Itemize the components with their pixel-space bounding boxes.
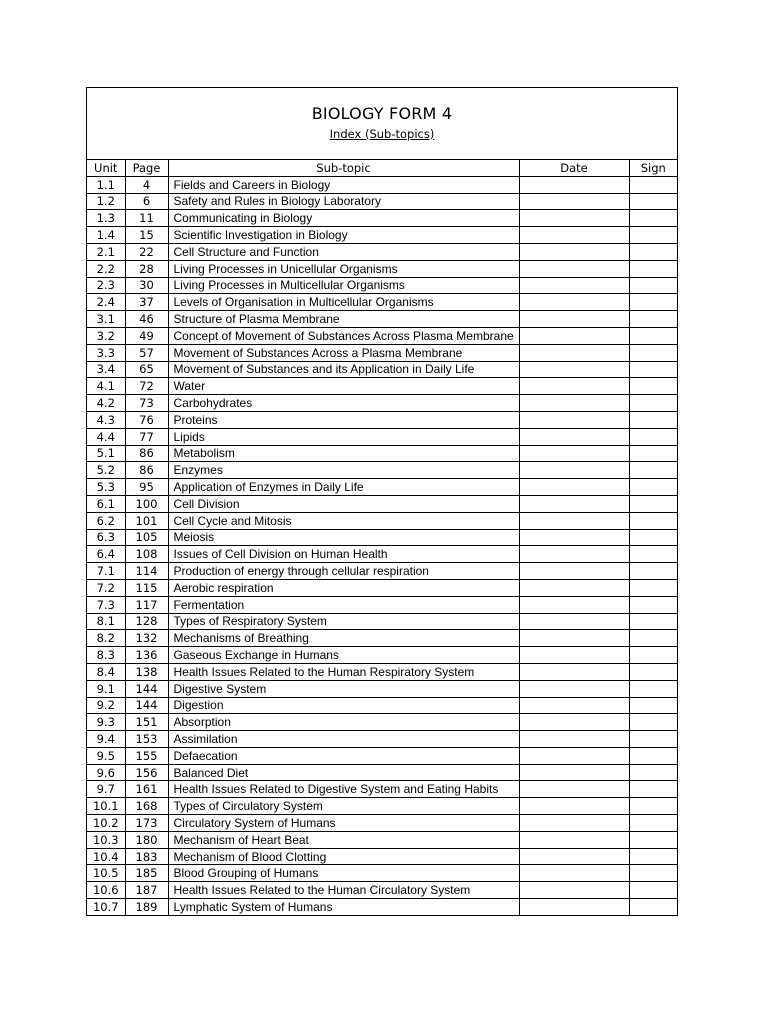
page-cell: 6 (125, 193, 168, 210)
page-cell: 30 (125, 277, 168, 294)
sub-topic-cell: Concept of Movement of Substances Across Plasma Membrane (168, 327, 519, 344)
unit-cell: 8.2 (87, 630, 125, 647)
page-cell: 183 (125, 848, 168, 865)
page-cell: 136 (125, 647, 168, 664)
table-row (87, 495, 677, 512)
date-cell (519, 445, 629, 462)
date-cell (519, 277, 629, 294)
sub-topic-cell: Movement of Substances Across a Plasma Membrane (168, 344, 519, 361)
date-cell (519, 647, 629, 664)
table-row (87, 747, 677, 764)
unit-cell: 10.1 (87, 798, 125, 815)
page-cell: 49 (125, 327, 168, 344)
sub-topic-cell: Application of Enzymes in Daily Life (168, 479, 519, 496)
unit-cell: 1.2 (87, 193, 125, 210)
table-row (87, 294, 677, 311)
unit-cell: 3.4 (87, 361, 125, 378)
page-cell: 153 (125, 731, 168, 748)
sign-cell (629, 764, 677, 781)
sub-topic-cell: Mechanism of Heart Beat (168, 831, 519, 848)
sub-topic-cell: Fermentation (168, 596, 519, 613)
date-cell (519, 764, 629, 781)
page-cell: 114 (125, 563, 168, 580)
unit-cell: 10.2 (87, 815, 125, 832)
unit-cell: 9.2 (87, 697, 125, 714)
sign-cell (629, 311, 677, 328)
sign-cell (629, 546, 677, 563)
sign-cell (629, 361, 677, 378)
page-cell: 117 (125, 596, 168, 613)
table-row (87, 512, 677, 529)
table-row (87, 798, 677, 815)
sign-cell (629, 428, 677, 445)
unit-cell: 1.1 (87, 176, 125, 193)
sub-topic-cell: Gaseous Exchange in Humans (168, 647, 519, 664)
date-cell (519, 781, 629, 798)
sign-cell (629, 714, 677, 731)
page-cell: 138 (125, 663, 168, 680)
unit-cell: 6.1 (87, 495, 125, 512)
unit-cell: 5.1 (87, 445, 125, 462)
date-cell (519, 495, 629, 512)
unit-cell: 5.3 (87, 479, 125, 496)
sign-cell (629, 579, 677, 596)
column-header-date: Date (519, 160, 629, 177)
sub-topic-cell: Defaecation (168, 747, 519, 764)
table-row (87, 210, 677, 227)
date-cell (519, 798, 629, 815)
unit-cell: 2.1 (87, 243, 125, 260)
page-cell: 95 (125, 479, 168, 496)
sub-topic-cell: Fields and Careers in Biology (168, 176, 519, 193)
page-cell: 161 (125, 781, 168, 798)
sub-topic-cell: Movement of Substances and its Application in Daily Life (168, 361, 519, 378)
date-cell (519, 227, 629, 244)
sub-topic-cell: Enzymes (168, 462, 519, 479)
unit-cell: 9.5 (87, 747, 125, 764)
unit-cell: 7.2 (87, 579, 125, 596)
date-cell (519, 294, 629, 311)
table-row (87, 831, 677, 848)
sign-cell (629, 613, 677, 630)
sign-cell (629, 445, 677, 462)
sub-topic-cell: Production of energy through cellular respiration (168, 563, 519, 580)
table-row (87, 462, 677, 479)
date-cell (519, 831, 629, 848)
page-cell: 187 (125, 882, 168, 899)
sub-topic-cell: Cell Division (168, 495, 519, 512)
date-cell (519, 311, 629, 328)
date-cell (519, 815, 629, 832)
sign-cell (629, 411, 677, 428)
page-cell: 155 (125, 747, 168, 764)
sign-cell (629, 294, 677, 311)
date-cell (519, 395, 629, 412)
sub-topic-cell: Blood Grouping of Humans (168, 865, 519, 882)
unit-cell: 3.2 (87, 327, 125, 344)
page-cell: 77 (125, 428, 168, 445)
date-cell (519, 411, 629, 428)
unit-cell: 10.5 (87, 865, 125, 882)
sub-topic-cell: Scientific Investigation in Biology (168, 227, 519, 244)
sub-topic-cell: Aerobic respiration (168, 579, 519, 596)
column-header-page: Page (125, 160, 168, 177)
page-cell: 15 (125, 227, 168, 244)
table-row (87, 764, 677, 781)
date-cell (519, 546, 629, 563)
table-row (87, 193, 677, 210)
date-cell (519, 344, 629, 361)
sign-cell (629, 798, 677, 815)
column-header-sign: Sign (629, 160, 677, 177)
page-cell: 144 (125, 680, 168, 697)
table-row (87, 361, 677, 378)
table-row (87, 445, 677, 462)
page-cell: 22 (125, 243, 168, 260)
table-row (87, 563, 677, 580)
page-cell: 132 (125, 630, 168, 647)
table-row (87, 899, 677, 915)
unit-cell: 1.3 (87, 210, 125, 227)
page-cell: 115 (125, 579, 168, 596)
date-cell (519, 210, 629, 227)
date-cell (519, 512, 629, 529)
unit-cell: 10.4 (87, 848, 125, 865)
table-row (87, 344, 677, 361)
table-row (87, 227, 677, 244)
page-cell: 72 (125, 378, 168, 395)
sign-cell (629, 697, 677, 714)
sign-cell (629, 512, 677, 529)
column-header-sub-topic: Sub-topic (168, 160, 519, 177)
table-row (87, 647, 677, 664)
unit-cell: 6.2 (87, 512, 125, 529)
page-cell: 151 (125, 714, 168, 731)
date-cell (519, 428, 629, 445)
sub-topic-cell: Water (168, 378, 519, 395)
sub-topic-cell: Levels of Organisation in Multicellular Organisms (168, 294, 519, 311)
unit-cell: 8.4 (87, 663, 125, 680)
sign-cell (629, 344, 677, 361)
sign-cell (629, 563, 677, 580)
unit-cell: 4.3 (87, 411, 125, 428)
date-cell (519, 327, 629, 344)
unit-cell: 5.2 (87, 462, 125, 479)
sub-topic-cell: Living Processes in Unicellular Organisms (168, 260, 519, 277)
date-cell (519, 882, 629, 899)
table-row (87, 327, 677, 344)
table-row (87, 546, 677, 563)
table-row (87, 630, 677, 647)
unit-cell: 7.3 (87, 596, 125, 613)
unit-cell: 8.3 (87, 647, 125, 664)
table-row (87, 596, 677, 613)
table-row (87, 781, 677, 798)
sign-cell (629, 596, 677, 613)
sub-topic-cell: Lymphatic System of Humans (168, 899, 519, 915)
sign-cell (629, 395, 677, 412)
table-row (87, 882, 677, 899)
sub-topic-cell: Circulatory System of Humans (168, 815, 519, 832)
sign-cell (629, 781, 677, 798)
unit-cell: 1.4 (87, 227, 125, 244)
page-cell: 108 (125, 546, 168, 563)
sign-cell (629, 495, 677, 512)
unit-cell: 10.7 (87, 899, 125, 915)
table-row (87, 613, 677, 630)
table-row (87, 378, 677, 395)
sign-cell (629, 243, 677, 260)
sub-topic-cell: Types of Circulatory System (168, 798, 519, 815)
date-cell (519, 663, 629, 680)
sub-topic-cell: Health Issues Related to the Human Circulatory System (168, 882, 519, 899)
page-title: BIOLOGY FORM 4 (311, 104, 453, 123)
date-cell (519, 747, 629, 764)
sub-topic-cell: Assimilation (168, 731, 519, 748)
sub-topic-cell: Safety and Rules in Biology Laboratory (168, 193, 519, 210)
date-cell (519, 193, 629, 210)
page-subtitle: Index (Sub-topics) (329, 127, 435, 141)
page-cell: 100 (125, 495, 168, 512)
sign-cell (629, 378, 677, 395)
index-sheet (86, 87, 678, 916)
unit-cell: 8.1 (87, 613, 125, 630)
sign-cell (629, 630, 677, 647)
sign-cell (629, 176, 677, 193)
sub-topic-cell: Types of Respiratory System (168, 613, 519, 630)
page-cell: 28 (125, 260, 168, 277)
sign-cell (629, 193, 677, 210)
sub-topic-cell: Cell Cycle and Mitosis (168, 512, 519, 529)
date-cell (519, 731, 629, 748)
date-cell (519, 848, 629, 865)
sign-cell (629, 529, 677, 546)
sub-topic-cell: Health Issues Related to Digestive System and Eating Habits (168, 781, 519, 798)
page-cell: 101 (125, 512, 168, 529)
sign-cell (629, 680, 677, 697)
sub-topic-cell: Carbohydrates (168, 395, 519, 412)
sub-topic-cell: Absorption (168, 714, 519, 731)
unit-cell: 10.3 (87, 831, 125, 848)
table-row (87, 260, 677, 277)
date-cell (519, 563, 629, 580)
page-cell: 128 (125, 613, 168, 630)
sign-cell (629, 831, 677, 848)
sign-cell (629, 882, 677, 899)
sub-topic-cell: Meiosis (168, 529, 519, 546)
date-cell (519, 596, 629, 613)
sub-topic-cell: Lipids (168, 428, 519, 445)
sign-cell (629, 747, 677, 764)
page-cell: 4 (125, 176, 168, 193)
sub-topic-cell: Proteins (168, 411, 519, 428)
table-row (87, 579, 677, 596)
table-body (87, 176, 677, 915)
page-cell: 189 (125, 899, 168, 915)
table-row (87, 848, 677, 865)
sub-topic-cell: Communicating in Biology (168, 210, 519, 227)
page-cell: 11 (125, 210, 168, 227)
date-cell (519, 613, 629, 630)
sign-cell (629, 210, 677, 227)
page-cell: 185 (125, 865, 168, 882)
sign-cell (629, 479, 677, 496)
table-row (87, 529, 677, 546)
date-cell (519, 462, 629, 479)
page-cell: 65 (125, 361, 168, 378)
table-row (87, 176, 677, 193)
column-header-unit: Unit (87, 160, 125, 177)
sign-cell (629, 647, 677, 664)
unit-cell: 4.4 (87, 428, 125, 445)
page-cell: 180 (125, 831, 168, 848)
page-cell: 144 (125, 697, 168, 714)
page-cell: 57 (125, 344, 168, 361)
sign-cell (629, 731, 677, 748)
table-row (87, 697, 677, 714)
unit-cell: 2.3 (87, 277, 125, 294)
page-cell: 46 (125, 311, 168, 328)
page-cell: 156 (125, 764, 168, 781)
sub-topic-cell: Issues of Cell Division on Human Health (168, 546, 519, 563)
page-cell: 168 (125, 798, 168, 815)
date-cell (519, 260, 629, 277)
table-row (87, 865, 677, 882)
date-cell (519, 176, 629, 193)
sign-cell (629, 663, 677, 680)
sign-cell (629, 327, 677, 344)
sign-cell (629, 899, 677, 915)
unit-cell: 6.3 (87, 529, 125, 546)
date-cell (519, 899, 629, 915)
sub-topic-cell: Mechanism of Blood Clotting (168, 848, 519, 865)
date-cell (519, 378, 629, 395)
sign-cell (629, 865, 677, 882)
table-row (87, 714, 677, 731)
table-row (87, 411, 677, 428)
table-row (87, 731, 677, 748)
page-cell: 105 (125, 529, 168, 546)
unit-cell: 3.1 (87, 311, 125, 328)
page-cell: 86 (125, 445, 168, 462)
table-row (87, 277, 677, 294)
date-cell (519, 697, 629, 714)
date-cell (519, 579, 629, 596)
unit-cell: 9.1 (87, 680, 125, 697)
sub-topic-cell: Health Issues Related to the Human Respiratory System (168, 663, 519, 680)
date-cell (519, 361, 629, 378)
sign-cell (629, 848, 677, 865)
unit-cell: 3.3 (87, 344, 125, 361)
unit-cell: 2.2 (87, 260, 125, 277)
unit-cell: 9.4 (87, 731, 125, 748)
sign-cell (629, 227, 677, 244)
sub-topic-cell: Metabolism (168, 445, 519, 462)
unit-cell: 2.4 (87, 294, 125, 311)
index-table (87, 159, 677, 915)
sheet-header (87, 88, 677, 159)
sign-cell (629, 815, 677, 832)
table-header-row (87, 160, 677, 177)
unit-cell: 9.7 (87, 781, 125, 798)
date-cell (519, 243, 629, 260)
date-cell (519, 529, 629, 546)
table-row (87, 243, 677, 260)
sub-topic-cell: Cell Structure and Function (168, 243, 519, 260)
page-cell: 173 (125, 815, 168, 832)
table-row (87, 680, 677, 697)
unit-cell: 4.2 (87, 395, 125, 412)
sub-topic-cell: Structure of Plasma Membrane (168, 311, 519, 328)
unit-cell: 9.6 (87, 764, 125, 781)
sub-topic-cell: Mechanisms of Breathing (168, 630, 519, 647)
table-row (87, 663, 677, 680)
unit-cell: 9.3 (87, 714, 125, 731)
sub-topic-cell: Living Processes in Multicellular Organisms (168, 277, 519, 294)
sub-topic-cell: Digestive System (168, 680, 519, 697)
sub-topic-cell: Balanced Diet (168, 764, 519, 781)
page-cell: 73 (125, 395, 168, 412)
page-cell: 37 (125, 294, 168, 311)
date-cell (519, 479, 629, 496)
unit-cell: 7.1 (87, 563, 125, 580)
table-row (87, 395, 677, 412)
unit-cell: 6.4 (87, 546, 125, 563)
sign-cell (629, 462, 677, 479)
date-cell (519, 714, 629, 731)
date-cell (519, 865, 629, 882)
sign-cell (629, 277, 677, 294)
date-cell (519, 680, 629, 697)
table-row (87, 479, 677, 496)
table-row (87, 311, 677, 328)
sign-cell (629, 260, 677, 277)
sub-topic-cell: Digestion (168, 697, 519, 714)
unit-cell: 10.6 (87, 882, 125, 899)
page-cell: 86 (125, 462, 168, 479)
table-row (87, 428, 677, 445)
unit-cell: 4.1 (87, 378, 125, 395)
table-row (87, 815, 677, 832)
page-cell: 76 (125, 411, 168, 428)
date-cell (519, 630, 629, 647)
